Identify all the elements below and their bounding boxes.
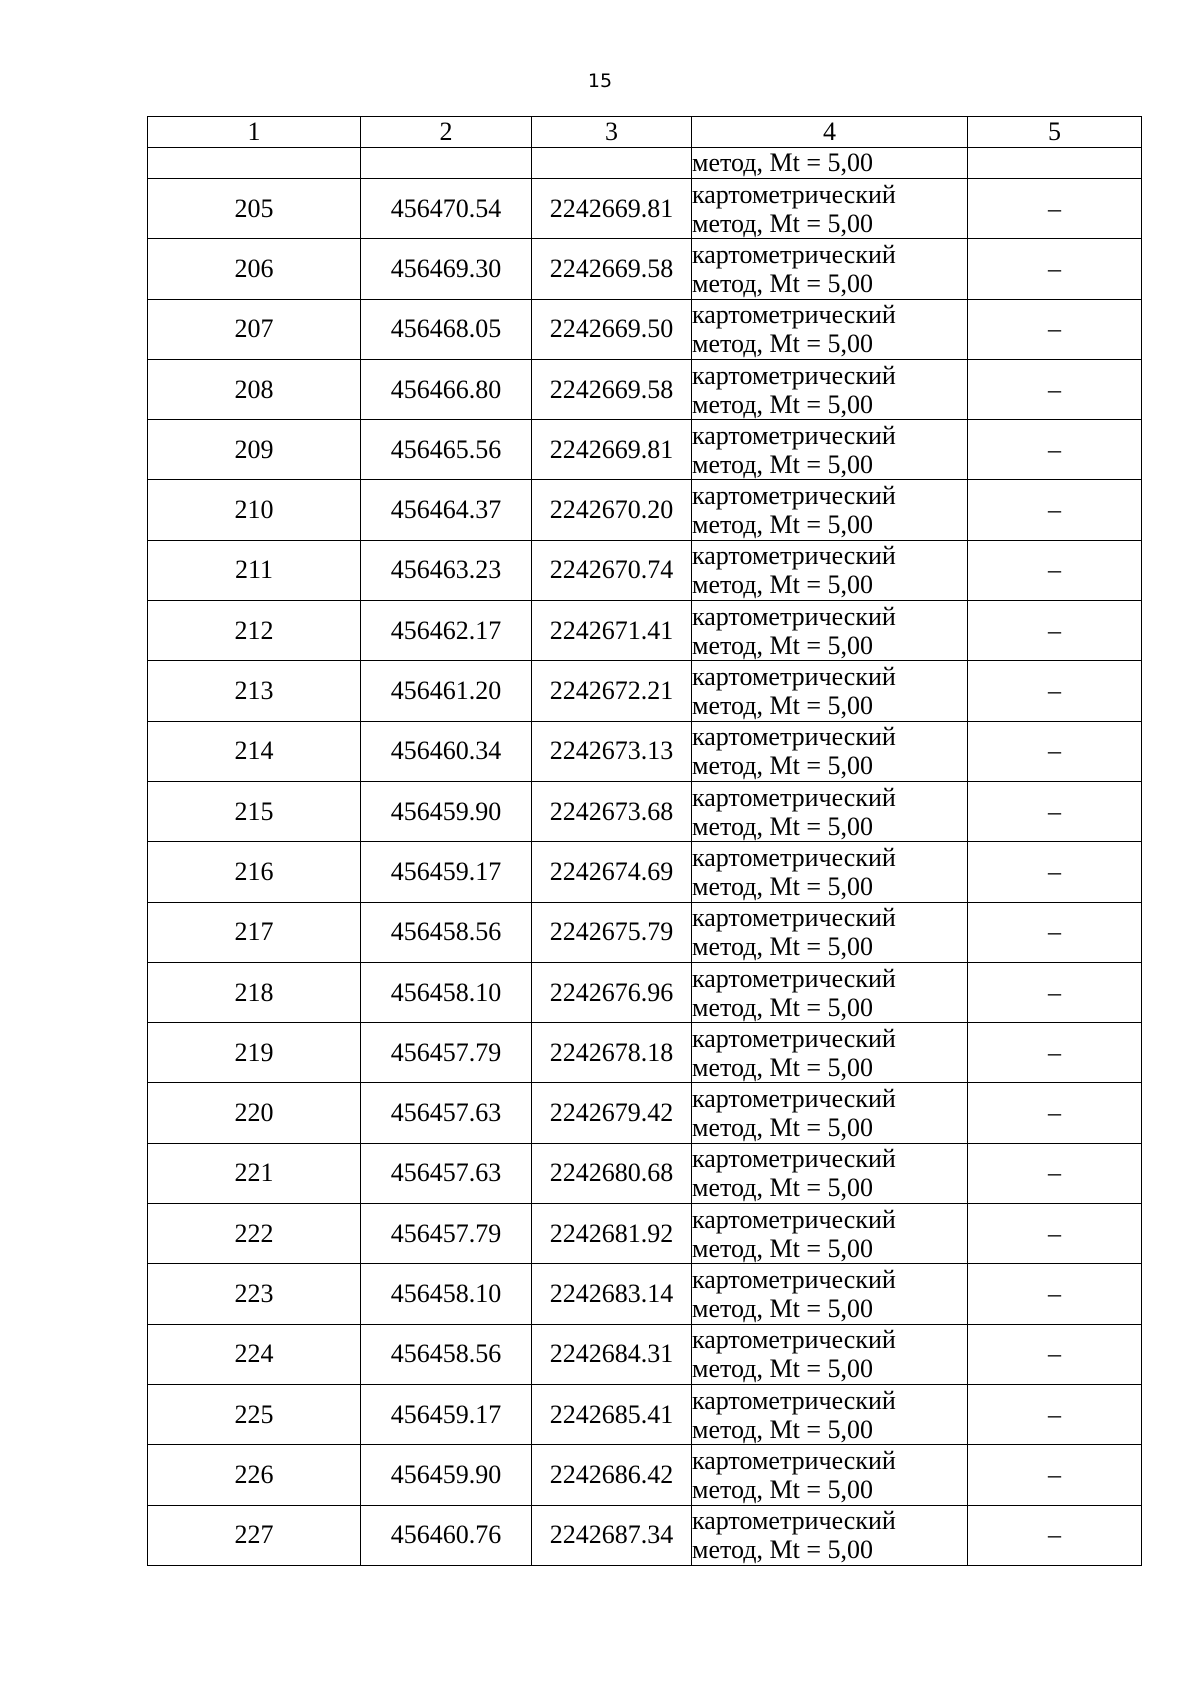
method-accuracy-text: метод, Mt = 5,00 [692,1535,873,1565]
x-coordinate-cell: 456458.56 [361,902,532,962]
method-accuracy-text: метод, Mt = 5,00 [692,1354,873,1384]
table-row [148,1384,1142,1444]
table-row [148,179,1142,239]
table-row [148,962,1142,1022]
method-accuracy-text: метод, Mt = 5,00 [692,871,873,901]
header-row [148,117,1142,148]
method-name-text: картометрический [692,1144,896,1174]
method-accuracy-text: метод, Mt = 5,00 [692,1414,873,1444]
x-coordinate-cell: 456468.05 [361,299,532,359]
method-accuracy-text: метод, Mt = 5,00 [692,510,873,540]
note-cell: – [968,1083,1142,1143]
method-accuracy-text: метод, Mt = 5,00 [692,691,873,721]
note-cell: – [968,359,1142,419]
method-name-text: картометрический [692,963,896,993]
method-accuracy-text: метод, Mt = 5,00 [692,570,873,600]
table-row [148,601,1142,661]
x-coordinate-cell: 456462.17 [361,601,532,661]
y-coordinate-cell: 2242681.92 [532,1204,692,1264]
method-name-text: картометрический [692,1325,896,1355]
method-accuracy-text: метод, Mt = 5,00 [692,1113,873,1143]
continuation-cell-2 [361,148,532,179]
continuation-cell-3 [532,148,692,179]
x-coordinate-cell: 456464.37 [361,480,532,540]
point-number-cell: 218 [148,962,361,1022]
y-coordinate-cell: 2242669.50 [532,299,692,359]
point-number-cell: 208 [148,359,361,419]
method-accuracy-text: метод, Mt = 5,00 [692,1293,873,1323]
method-cell [692,1505,968,1565]
table-row [148,299,1142,359]
table-row [148,239,1142,299]
method-name-text: картометрический [692,1023,896,1053]
method-accuracy-text: метод, Mt = 5,00 [692,389,873,419]
point-number-cell: 206 [148,239,361,299]
x-coordinate-cell: 456460.34 [361,721,532,781]
method-name-text: картометрический [692,662,896,692]
y-coordinate-cell: 2242678.18 [532,1023,692,1083]
method-accuracy-text: метод, Mt = 5,00 [692,751,873,781]
y-coordinate-cell: 2242684.31 [532,1324,692,1384]
table-row [148,1445,1142,1505]
y-coordinate-cell: 2242669.58 [532,359,692,419]
note-cell: – [968,1324,1142,1384]
method-cell [692,1204,968,1264]
point-number-cell: 219 [148,1023,361,1083]
method-name-text: картометрический [692,1506,896,1536]
method-name-text: картометрический [692,1385,896,1415]
point-number-cell: 224 [148,1324,361,1384]
point-number-cell: 212 [148,601,361,661]
note-cell: – [968,179,1142,239]
continuation-cell-5 [968,148,1142,179]
method-accuracy-text: метод, Mt = 5,00 [692,268,873,298]
x-coordinate-cell: 456458.56 [361,1324,532,1384]
method-name-text: картометрический [692,842,896,872]
y-coordinate-cell: 2242685.41 [532,1384,692,1444]
coordinates-table [147,116,1142,1566]
method-cell [692,781,968,841]
method-cell [692,1083,968,1143]
method-cell [692,1324,968,1384]
y-coordinate-cell: 2242673.68 [532,781,692,841]
y-coordinate-cell: 2242671.41 [532,601,692,661]
method-name-text: картометрический [692,601,896,631]
x-coordinate-cell: 456469.30 [361,239,532,299]
method-name-text: картометрический [692,239,896,269]
method-cell [692,1384,968,1444]
method-name-text: картометрический [692,1204,896,1234]
method-name-text: картометрический [692,481,896,511]
x-coordinate-cell: 456463.23 [361,540,532,600]
point-number-cell: 226 [148,1445,361,1505]
header-cell-4: 4 [692,117,968,148]
table-row [148,842,1142,902]
method-cell [692,239,968,299]
note-cell: – [968,1023,1142,1083]
x-coordinate-cell: 456457.63 [361,1143,532,1203]
note-cell: – [968,721,1142,781]
x-coordinate-cell: 456458.10 [361,962,532,1022]
method-accuracy-text: метод, Mt = 5,00 [692,932,873,962]
point-number-cell: 209 [148,420,361,480]
x-coordinate-cell: 456459.90 [361,781,532,841]
note-cell: – [968,781,1142,841]
note-cell: – [968,1445,1142,1505]
method-name-text: картометрический [692,541,896,571]
method-accuracy-text: метод, Mt = 5,00 [692,1233,873,1263]
note-cell: – [968,1384,1142,1444]
note-cell: – [968,1264,1142,1324]
method-accuracy-text: метод, Mt = 5,00 [692,630,873,660]
note-cell: – [968,661,1142,721]
note-cell: – [968,1204,1142,1264]
point-number-cell: 214 [148,721,361,781]
point-number-cell: 227 [148,1505,361,1565]
continuation-cell-1 [148,148,361,179]
point-number-cell: 210 [148,480,361,540]
continuation-method-text: метод, Mt = 5,00 [692,148,873,177]
table-row [148,1143,1142,1203]
method-name-text: картометрический [692,300,896,330]
method-cell [692,359,968,419]
method-cell [692,480,968,540]
point-number-cell: 215 [148,781,361,841]
method-accuracy-text: метод, Mt = 5,00 [692,811,873,841]
note-cell: – [968,1505,1142,1565]
table-row [148,721,1142,781]
point-number-cell: 216 [148,842,361,902]
x-coordinate-cell: 456457.79 [361,1204,532,1264]
note-cell: – [968,902,1142,962]
method-accuracy-text: метод, Mt = 5,00 [692,208,873,238]
note-cell: – [968,480,1142,540]
table-row [148,661,1142,721]
method-cell [692,902,968,962]
table-row [148,781,1142,841]
note-cell: – [968,540,1142,600]
method-cell [692,842,968,902]
method-cell [692,1143,968,1203]
point-number-cell: 207 [148,299,361,359]
method-name-text: картометрический [692,1445,896,1475]
x-coordinate-cell: 456460.76 [361,1505,532,1565]
method-accuracy-text: метод, Mt = 5,00 [692,1052,873,1082]
y-coordinate-cell: 2242683.14 [532,1264,692,1324]
x-coordinate-cell: 456459.17 [361,842,532,902]
y-coordinate-cell: 2242669.58 [532,239,692,299]
method-name-text: картометрический [692,903,896,933]
method-name-text: картометрический [692,179,896,209]
continuation-method-cell [692,148,968,179]
x-coordinate-cell: 456465.56 [361,420,532,480]
method-name-text: картометрический [692,1264,896,1294]
point-number-cell: 223 [148,1264,361,1324]
method-name-text: картометрический [692,782,896,812]
x-coordinate-cell: 456458.10 [361,1264,532,1324]
page-number: 15 [587,70,613,92]
y-coordinate-cell: 2242669.81 [532,420,692,480]
method-cell [692,962,968,1022]
note-cell: – [968,842,1142,902]
x-coordinate-cell: 456457.63 [361,1083,532,1143]
method-accuracy-text: метод, Mt = 5,00 [692,1474,873,1504]
point-number-cell: 211 [148,540,361,600]
method-cell [692,179,968,239]
method-cell [692,299,968,359]
method-name-text: картометрический [692,722,896,752]
y-coordinate-cell: 2242669.81 [532,179,692,239]
x-coordinate-cell: 456459.90 [361,1445,532,1505]
method-name-text: картометрический [692,420,896,450]
header-cell-2: 2 [361,117,532,148]
x-coordinate-cell: 456459.17 [361,1384,532,1444]
table-row [148,480,1142,540]
method-cell [692,420,968,480]
table-row [148,1083,1142,1143]
x-coordinate-cell: 456461.20 [361,661,532,721]
y-coordinate-cell: 2242670.74 [532,540,692,600]
table-row [148,1324,1142,1384]
method-name-text: картометрический [692,360,896,390]
method-cell [692,540,968,600]
header-cell-1: 1 [148,117,361,148]
y-coordinate-cell: 2242670.20 [532,480,692,540]
table-row [148,540,1142,600]
note-cell: – [968,239,1142,299]
point-number-cell: 225 [148,1384,361,1444]
method-accuracy-text: метод, Mt = 5,00 [692,329,873,359]
y-coordinate-cell: 2242675.79 [532,902,692,962]
method-cell [692,1023,968,1083]
point-number-cell: 205 [148,179,361,239]
y-coordinate-cell: 2242680.68 [532,1143,692,1203]
note-cell: – [968,1143,1142,1203]
table-row [148,1505,1142,1565]
continuation-row [148,148,1142,179]
x-coordinate-cell: 456470.54 [361,179,532,239]
table-row [148,1264,1142,1324]
method-accuracy-text: метод, Mt = 5,00 [692,992,873,1022]
method-name-text: картометрический [692,1084,896,1114]
point-number-cell: 213 [148,661,361,721]
point-number-cell: 217 [148,902,361,962]
y-coordinate-cell: 2242679.42 [532,1083,692,1143]
y-coordinate-cell: 2242676.96 [532,962,692,1022]
table-row [148,420,1142,480]
table-row [148,1204,1142,1264]
method-accuracy-text: метод, Mt = 5,00 [692,1173,873,1203]
y-coordinate-cell: 2242672.21 [532,661,692,721]
table-row [148,1023,1142,1083]
header-cell-3: 3 [532,117,692,148]
method-cell [692,601,968,661]
note-cell: – [968,962,1142,1022]
method-cell [692,661,968,721]
point-number-cell: 220 [148,1083,361,1143]
x-coordinate-cell: 456466.80 [361,359,532,419]
method-cell [692,1264,968,1324]
point-number-cell: 221 [148,1143,361,1203]
note-cell: – [968,299,1142,359]
y-coordinate-cell: 2242673.13 [532,721,692,781]
method-cell [692,1445,968,1505]
note-cell: – [968,601,1142,661]
note-cell: – [968,420,1142,480]
point-number-cell: 222 [148,1204,361,1264]
y-coordinate-cell: 2242674.69 [532,842,692,902]
table-row [148,359,1142,419]
y-coordinate-cell: 2242687.34 [532,1505,692,1565]
x-coordinate-cell: 456457.79 [361,1023,532,1083]
table-row [148,902,1142,962]
header-cell-5: 5 [968,117,1142,148]
y-coordinate-cell: 2242686.42 [532,1445,692,1505]
method-accuracy-text: метод, Mt = 5,00 [692,449,873,479]
method-cell [692,721,968,781]
